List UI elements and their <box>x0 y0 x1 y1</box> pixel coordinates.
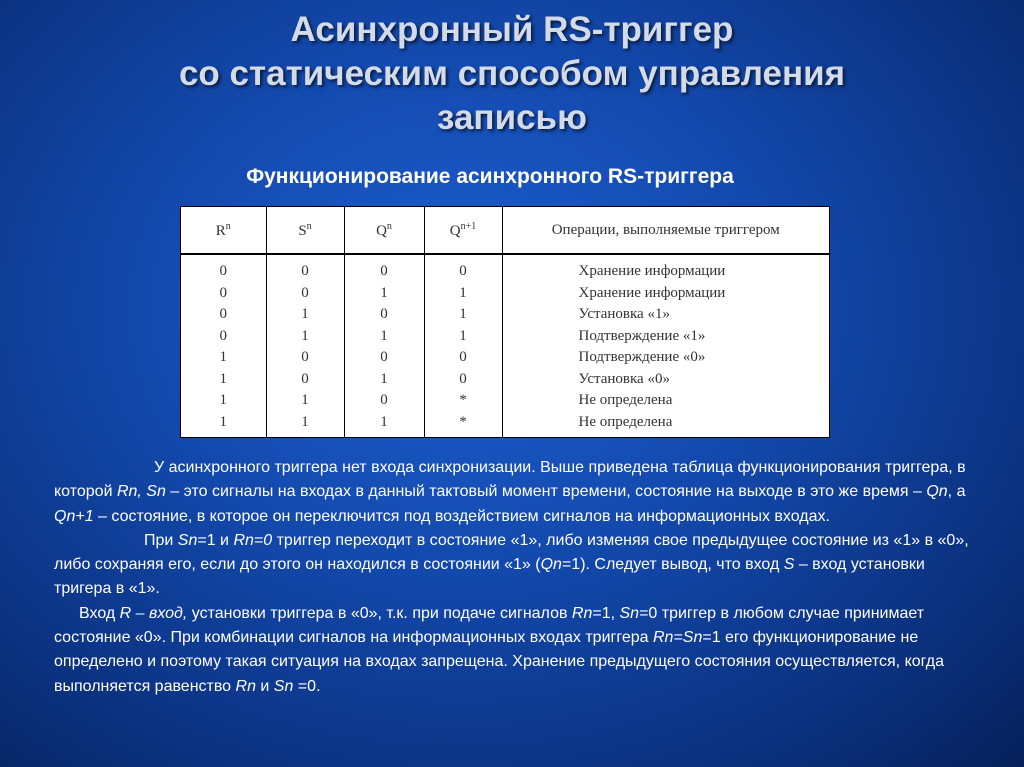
title-line-1: Асинхронный RS-триггер <box>290 10 734 49</box>
column-qn1: 0 1 1 1 0 0 * * <box>424 254 502 437</box>
header-qn1: $Q^{n+1}$ <box>424 207 502 254</box>
column-operations: Хранение информации Хранение информации Установка «1» Подтверждение «1» Подтверждение «0» Установка «0» Не определена Не определена <box>578 263 726 430</box>
paragraph-1: У асинхронного триггера нет входа синхронизации. Выше приведена таблица функционирования триггера, в которой Rn, Sn – это сигналы на входах в данный тактовый момент времени, состояние на выходе в это же время – Qn, а Qn+1 – состояние, в которое он переключится под воздействием сигналов на информационных входах. <box>54 459 966 525</box>
title-line-2: со статическим способом управления <box>178 54 846 93</box>
header-operations: Операции, выполняемые триггером <box>502 207 829 254</box>
header-sn: $S^n$ <box>266 207 344 254</box>
slide-title <box>0 8 1024 140</box>
truth-table <box>180 206 830 438</box>
table-header-row <box>181 207 829 254</box>
title-line-3: записью <box>437 98 587 137</box>
table-body-row <box>181 254 829 437</box>
paragraph-3: Вход R – вход, установки триггера в «0», т.к. при подаче сигналов Rn=1, Sn=0 триггер в любом случае принимает состояние «0». При комбинации сигналов на информационных входах триггера Rn=Sn=1 его функционирование не определено и поэтому такая ситуация на входах запрещена. Хранение предыдущего состояния осуществляется, когда выполняется равенство Rn и Sn =0. <box>54 604 944 695</box>
column-sn: 0 0 1 1 0 0 1 1 <box>266 254 344 437</box>
header-rn: $R^n$ <box>181 207 266 254</box>
table-caption: Функционирование асинхронного RS-триггера <box>246 165 734 188</box>
paragraph-2: При Sn=1 и Rn=0 триггер переходит в состояние «1», либо изменяя свое предыдущее состояние из «1» в «0», либо сохраняя его, если до этого он находился в состоянии «1» (Qn=1). Следует вывод, что вход S – вход установки тригера в «1». <box>54 531 969 598</box>
column-rn: 0 0 0 0 1 1 1 1 <box>181 254 266 437</box>
column-qn: 0 1 0 1 0 1 0 1 <box>344 254 424 437</box>
header-qn: $Q^n$ <box>344 207 424 254</box>
body-text <box>54 456 984 699</box>
